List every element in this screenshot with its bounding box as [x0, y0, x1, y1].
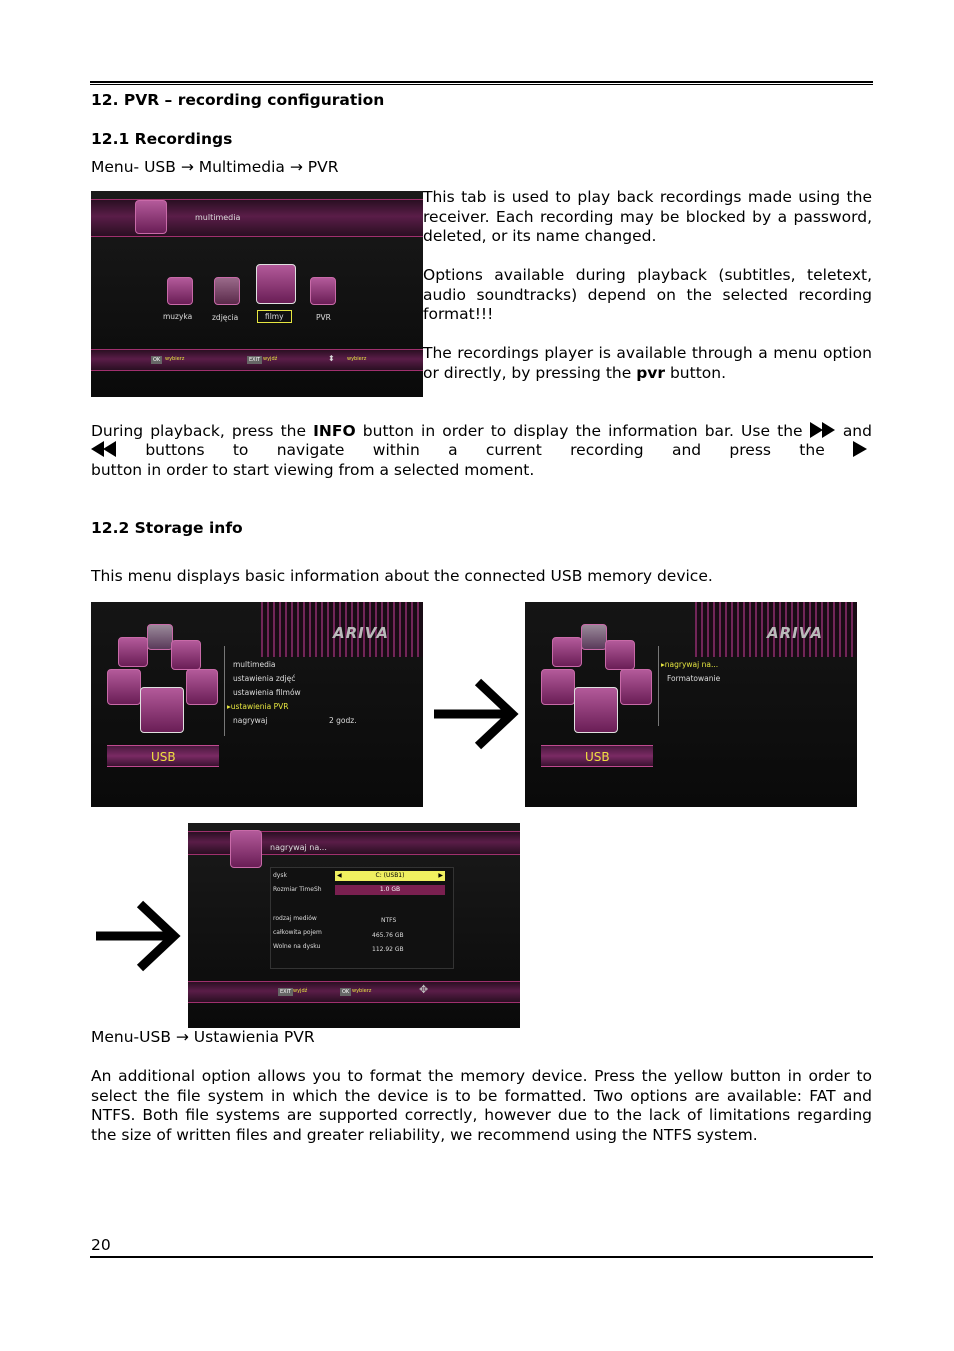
playback-line-3: button in order to start viewing from a selected moment.: [91, 461, 535, 479]
tools-icon: [107, 669, 141, 705]
tools-icon: [541, 669, 575, 705]
row-capacity-value: 465.76 GB: [372, 932, 404, 939]
subsection-title-storage: 12.2 Storage info: [91, 519, 243, 537]
screen-title: multimedia: [195, 213, 241, 222]
paragraph-2: Options available during playback (subtitles, teletext, audio soundtracks) depend on the selected recording format!!!: [423, 266, 872, 323]
arrow-right-icon: ▶: [438, 872, 443, 879]
usb-icon: [135, 200, 167, 234]
navigation-pad-icon: ✥: [419, 983, 429, 996]
arrow-left-icon: ◀: [337, 872, 342, 879]
row-free-value: 112.92 GB: [372, 946, 404, 953]
page-number: 20: [91, 1236, 111, 1254]
item-zdjecia[interactable]: zdjęcia: [212, 313, 239, 322]
playback-line-1: During playback, press the INFO button in order to display the information bar. Use the and: [91, 422, 872, 440]
playback-line-2: buttons to navigate within a current recording and press the: [91, 441, 872, 461]
right-arrow-icon: [430, 678, 520, 750]
screenshot-storage-info: nagrywaj na... dysk ◀ C: (USB1) ▶ Rozmiar TimeSh 1.0 GB rodzaj mediów NTFS całkowita pojem 465.76 GB Wolne na dysku 112.92 GB EXIT wyjdź OK wybierz ✥: [188, 823, 520, 1028]
top-rule-thin: [90, 84, 873, 85]
row-free-label: Wolne na dysku: [273, 943, 321, 950]
storage-paragraph: This menu displays basic information about the connected USB memory device.: [91, 567, 713, 585]
usb-footer: USB: [541, 745, 653, 767]
menu-multimedia[interactable]: multimedia: [233, 660, 276, 669]
key-exit: EXIT: [249, 357, 261, 363]
fast-forward-icon: [810, 422, 836, 438]
antenna-icon: [605, 640, 635, 670]
menu-ustawienia-zdjec[interactable]: ustawienia zdjęć: [233, 674, 296, 683]
bottom-rule: [90, 1256, 873, 1258]
timeshift-value[interactable]: 1.0 GB: [335, 885, 445, 895]
key-ok: OK: [153, 357, 161, 363]
subsection-title-recordings: 12.1 Recordings: [91, 130, 233, 148]
ariva-logo: ARIVA: [333, 624, 389, 642]
film-icon: [256, 264, 296, 304]
menu-formatowanie[interactable]: Formatowanie: [667, 674, 721, 683]
screenshot-multimedia: multimedia muzyka zdjęcia filmy PVR OK wybierz EXIT wyjdź ⬍ wybierz: [91, 191, 423, 397]
menu-ustawienia-pvr[interactable]: ▸ustawienia PVR: [227, 702, 289, 711]
menu-nagrywaj-na[interactable]: ▸nagrywaj na...: [661, 660, 719, 669]
menu-path-1: Menu- USB → Multimedia → PVR: [91, 158, 339, 176]
usb-footer: USB: [107, 745, 219, 767]
screenshot-usb-submenu: [525, 602, 857, 807]
play-icon: [853, 441, 867, 457]
rewind-icon: [91, 441, 117, 457]
accessibility-icon: [186, 669, 218, 705]
usb-icon: [230, 830, 262, 868]
tv-icon: [118, 637, 148, 667]
screen-title: nagrywaj na...: [270, 843, 327, 852]
item-filmy[interactable]: filmy: [257, 310, 292, 323]
item-pvr[interactable]: PVR: [316, 313, 331, 322]
pvr-icon: [310, 277, 336, 305]
ariva-logo: ARIVA: [767, 624, 823, 642]
right-arrow-icon: [92, 900, 182, 972]
accessibility-icon: [620, 669, 652, 705]
menu-nagrywaj[interactable]: nagrywaj: [233, 716, 268, 725]
key-ok: OK: [342, 989, 350, 995]
antenna-icon: [171, 640, 201, 670]
final-paragraph: An additional option allows you to format the memory device. Press the yellow button in order to select the file system in which the device is to be formatted. Two options are available: FAT and NTFS. Both file systems are supported correctly, however due to the lack of limitations regarding the size of written files and greater reliability, we recommend using the NTFS system.: [91, 1067, 872, 1144]
item-muzyka[interactable]: muzyka: [163, 312, 193, 321]
nav-arrows-icon: ⬍: [328, 354, 335, 363]
section-title: 12. PVR – recording configuration: [91, 91, 385, 109]
key-exit: EXIT: [280, 989, 292, 995]
paragraph-3: The recordings player is available through a menu option or directly, by pressing the pvr button.: [423, 344, 872, 382]
usb-icon: [574, 687, 618, 733]
photo-icon: [214, 277, 240, 305]
row-media-value: NTFS: [381, 917, 397, 924]
paragraph-1: This tab is used to play back recordings made using the receiver. Each recording may be blocked by a password, deleted, or its name changed.: [423, 188, 872, 245]
settings-list-icon: [147, 624, 173, 650]
music-icon: [167, 277, 193, 305]
nagrywaj-value: 2 godz.: [329, 716, 357, 725]
row-capacity-label: całkowita pojem: [273, 929, 322, 936]
top-rule: [90, 81, 873, 83]
menu-path-2: Menu-USB → Ustawienia PVR: [91, 1028, 315, 1046]
row-dysk-label: dysk: [273, 872, 287, 879]
tv-icon: [552, 637, 582, 667]
row-timeshift-label: Rozmiar TimeSh: [273, 886, 322, 893]
usb-icon: [140, 687, 184, 733]
settings-list-icon: [581, 624, 607, 650]
row-media-label: rodzaj mediów: [273, 915, 317, 922]
disk-selector[interactable]: ◀ C: (USB1) ▶: [337, 872, 443, 879]
menu-ustawienia-filmow[interactable]: ustawienia filmów: [233, 688, 301, 697]
screenshot-usb-menu: [91, 602, 423, 807]
